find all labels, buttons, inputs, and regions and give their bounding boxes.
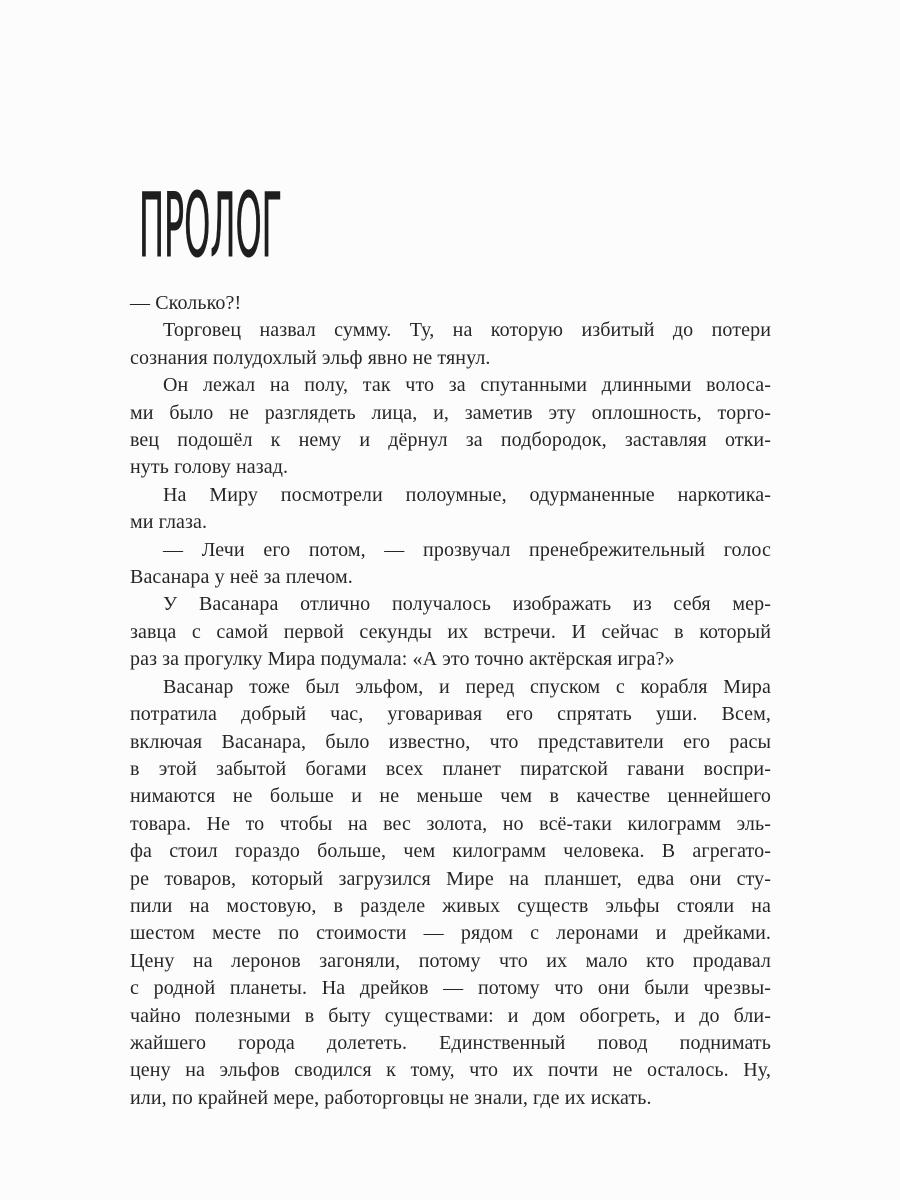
paragraph	[130, 317, 771, 372]
text-line: фа стоил гораздо больше, чем килограмм человека. В агрегато-	[130, 840, 771, 863]
text-line: цену на эльфов сводился к тому, что их почти не осталось. Ну,	[130, 1059, 771, 1082]
text-line: сознания полудохлый эльф явно не тянул.	[130, 346, 491, 369]
text-line: Цену на леронов загоняли, потому что их мало кто продавал	[130, 949, 771, 972]
text-line: с родной планеты. На дрейков — потому что они были чрезвы-	[130, 977, 771, 1000]
chapter-title-block	[138, 174, 308, 277]
text-line: товара. Не то чтобы на вес золота, но всё-таки килограмм эль-	[130, 812, 771, 835]
text-line: На Миру посмотрели полоумные, одурманенные наркотика-	[163, 483, 771, 506]
paragraph	[130, 290, 771, 317]
text-line: Он лежал на полу, так что за спутанными длинными волоса-	[163, 374, 771, 397]
text-line: нуть голову назад.	[130, 456, 289, 479]
text-line: в этой забытой богами всех планет пиратской гавани воспри-	[130, 757, 771, 780]
text-line: ми было не разглядеть лица, и, заметив эту оплошность, торго-	[130, 401, 771, 424]
text-line: включая Васанара, было известно, что представители его расы	[130, 730, 771, 753]
text-line: У Васанара отлично получалось изображать из себя мер-	[163, 593, 771, 616]
text-line: вец подошёл к нему и дёрнул за подбородок, заставляя отки-	[130, 429, 771, 452]
text-line: Васанар тоже был эльфом, и перед спуском с корабля Мира	[163, 675, 771, 698]
text-line: ре товаров, который загрузился Мире на планшет, едва они сту-	[130, 867, 771, 890]
text-line: чайно полезными в быту существами: и дом обогреть, и до бли-	[130, 1004, 771, 1027]
paragraph	[130, 372, 771, 482]
text-line: Васанара у неё за плечом.	[130, 566, 353, 589]
body-text	[130, 290, 771, 1112]
text-line: нимаются не больше и не меньше чем в качестве ценнейшего	[130, 785, 771, 808]
paragraph	[130, 482, 771, 537]
text-line: — Лечи его потом, — прозвучал пренебрежительный голос	[163, 538, 771, 561]
text-line: жайшего города долететь. Единственный повод поднимать	[130, 1031, 771, 1054]
paragraph	[130, 537, 771, 592]
paragraph	[130, 674, 771, 1113]
text-line: пили на мостовую, в разделе живых существ эльфы стояли на	[130, 894, 771, 917]
text-line: завца с самой первой секунды их встречи. И сейчас в который	[130, 620, 771, 643]
text-line: или, по крайней мере, работорговцы не знали, где их искать.	[130, 1086, 652, 1109]
text-line: ми глаза.	[130, 511, 208, 534]
chapter-title: ПРОЛОГ	[139, 174, 282, 277]
text-line: — Сколько?!	[130, 292, 242, 314]
text-line: раз за прогулку Мира подумала: «А это точно актёрская игра?»	[130, 648, 675, 671]
paragraph	[130, 591, 771, 673]
text-line: потратила добрый час, уговаривая его спрятать уши. Всем,	[130, 703, 771, 726]
text-line: Торговец назвал сумму. Ту, на которую избитый до потери	[163, 319, 771, 342]
text-line: шестом месте по стоимости — рядом с леронами и дрейками.	[130, 922, 771, 945]
